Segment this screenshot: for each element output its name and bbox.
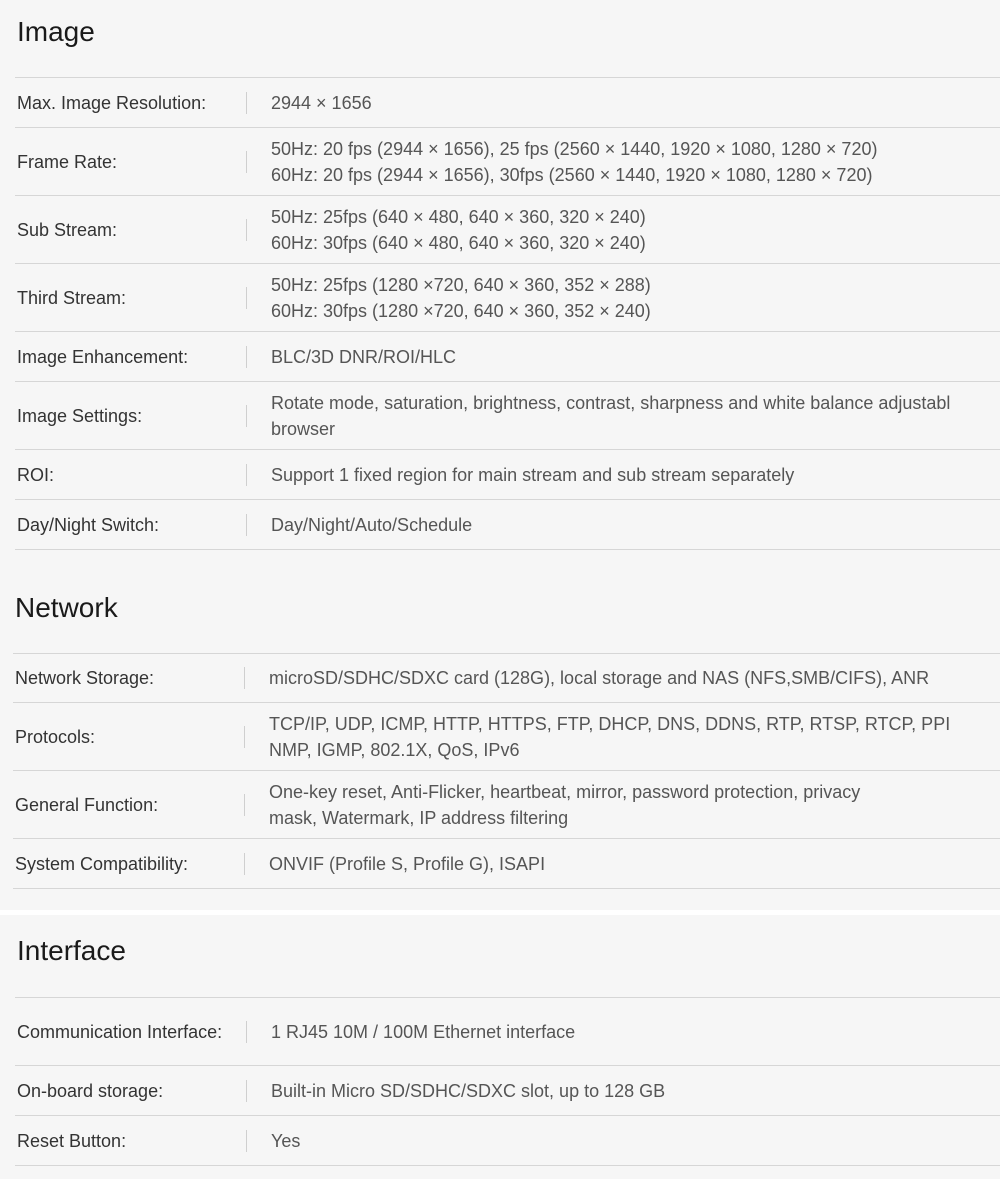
column-divider bbox=[244, 794, 245, 816]
spec-label: Frame Rate: bbox=[17, 151, 118, 172]
section-title: Image bbox=[17, 16, 95, 47]
table-row bbox=[15, 500, 1000, 550]
table-row bbox=[15, 196, 1000, 264]
spec-value-line: ONVIF (Profile S, Profile G), ISAPI bbox=[269, 853, 546, 874]
spec-value-line: 60Hz: 30fps (1280 ×720, 640 × 360, 352 × 240) bbox=[271, 300, 651, 321]
column-divider bbox=[246, 346, 247, 368]
column-divider bbox=[246, 1130, 247, 1152]
table-row bbox=[15, 1066, 1000, 1116]
spec-label: Network Storage: bbox=[15, 668, 155, 688]
spec-value bbox=[271, 264, 1000, 331]
spec-value-line: 50Hz: 25fps (640 × 480, 640 × 360, 320 × 240) bbox=[271, 206, 646, 227]
spec-value-line: NMP, IGMP, 802.1X, QoS, IPv6 bbox=[269, 739, 520, 760]
column-divider bbox=[246, 287, 247, 309]
table-row bbox=[15, 1116, 1000, 1166]
network-section bbox=[0, 572, 1000, 910]
spec-label: Third Stream: bbox=[17, 287, 127, 308]
column-divider bbox=[246, 151, 247, 173]
column-divider bbox=[246, 405, 247, 427]
spec-value bbox=[269, 771, 1000, 838]
table-row bbox=[15, 332, 1000, 382]
spec-value-line: 1 RJ45 10M / 100M Ethernet interface bbox=[271, 1021, 576, 1042]
table-row bbox=[13, 771, 1000, 839]
spec-value-line: browser bbox=[271, 418, 336, 439]
spec-table bbox=[15, 77, 1000, 550]
section-title: Network bbox=[15, 592, 118, 623]
spec-label: On-board storage: bbox=[17, 1080, 164, 1101]
spec-value-line: 60Hz: 20 fps (2944 × 1656), 30fps (2560 × 1440, 1920 × 1080, 1280 × 720) bbox=[271, 164, 873, 185]
spec-value-line: 2944 × 1656 bbox=[271, 92, 372, 113]
spec-value bbox=[271, 382, 1000, 449]
spec-value bbox=[271, 78, 1000, 127]
column-divider bbox=[246, 464, 247, 486]
column-divider bbox=[246, 1021, 247, 1043]
spec-label: Reset Button: bbox=[17, 1130, 127, 1151]
spec-value bbox=[271, 500, 1000, 549]
table-row bbox=[15, 128, 1000, 196]
spec-value bbox=[271, 1116, 1000, 1165]
spec-label: Communication Interface: bbox=[17, 1021, 223, 1042]
spec-label: System Compatibility: bbox=[15, 853, 189, 874]
spec-value-line: Built-in Micro SD/SDHC/SDXC slot, up to 128 GB bbox=[271, 1080, 666, 1101]
table-row bbox=[13, 703, 1000, 771]
image-section bbox=[0, 0, 1000, 572]
spec-value bbox=[271, 998, 1000, 1065]
spec-value-line: 50Hz: 25fps (1280 ×720, 640 × 360, 352 × 288) bbox=[271, 274, 651, 295]
spec-value bbox=[269, 839, 1000, 888]
table-row bbox=[15, 998, 1000, 1066]
spec-label: Image Enhancement: bbox=[17, 346, 189, 367]
spec-value-line: mask, Watermark, IP address filtering bbox=[269, 807, 569, 828]
spec-value bbox=[269, 703, 1000, 770]
spec-value-line: microSD/SDHC/SDXC card (128G), local storage and NAS (NFS,SMB/CIFS), ANR bbox=[269, 668, 930, 688]
spec-table bbox=[15, 997, 1000, 1166]
column-divider bbox=[244, 667, 245, 689]
spec-label: Sub Stream: bbox=[17, 219, 118, 240]
interface-section bbox=[0, 915, 1000, 1179]
column-divider bbox=[246, 219, 247, 241]
spec-table bbox=[13, 653, 1000, 889]
table-row bbox=[13, 654, 1000, 703]
spec-value-line: Day/Night/Auto/Schedule bbox=[271, 514, 473, 535]
spec-label: Protocols: bbox=[15, 726, 96, 747]
table-row bbox=[13, 839, 1000, 889]
spec-label: Day/Night Switch: bbox=[17, 514, 160, 535]
spec-label: ROI: bbox=[17, 464, 55, 485]
spec-value-line: Support 1 fixed region for main stream and sub stream separately bbox=[271, 464, 795, 485]
spec-label: Image Settings: bbox=[17, 405, 143, 426]
spec-value-line: BLC/3D DNR/ROI/HLC bbox=[271, 346, 457, 367]
column-divider bbox=[246, 514, 247, 536]
table-row bbox=[15, 78, 1000, 128]
column-divider bbox=[244, 726, 245, 748]
spec-value-line: TCP/IP, UDP, ICMP, HTTP, HTTPS, FTP, DHCP, DNS, DDNS, RTP, RTSP, RTCP, PPI bbox=[269, 713, 951, 734]
column-divider bbox=[244, 853, 245, 875]
spec-value bbox=[271, 128, 1000, 195]
table-row bbox=[15, 264, 1000, 332]
spec-label: General Function: bbox=[15, 794, 159, 815]
table-row bbox=[15, 382, 1000, 450]
spec-value bbox=[271, 196, 1000, 263]
table-row bbox=[15, 450, 1000, 500]
spec-value-line: 50Hz: 20 fps (2944 × 1656), 25 fps (2560 × 1440, 1920 × 1080, 1280 × 720) bbox=[271, 138, 878, 159]
spec-value bbox=[269, 654, 1000, 702]
column-divider bbox=[246, 1080, 247, 1102]
spec-label: Max. Image Resolution: bbox=[17, 92, 207, 113]
spec-value-line: 60Hz: 30fps (640 × 480, 640 × 360, 320 × 240) bbox=[271, 232, 646, 253]
column-divider bbox=[246, 92, 247, 114]
spec-value bbox=[271, 1066, 1000, 1115]
spec-value-line: Yes bbox=[271, 1130, 301, 1151]
spec-value bbox=[271, 332, 1000, 381]
spec-value bbox=[271, 450, 1000, 499]
spec-value-line: One-key reset, Anti-Flicker, heartbeat, mirror, password protection, privacy bbox=[269, 781, 861, 802]
spec-value-line: Rotate mode, saturation, brightness, contrast, sharpness and white balance adjustabl bbox=[271, 392, 951, 413]
section-title: Interface bbox=[17, 935, 126, 966]
